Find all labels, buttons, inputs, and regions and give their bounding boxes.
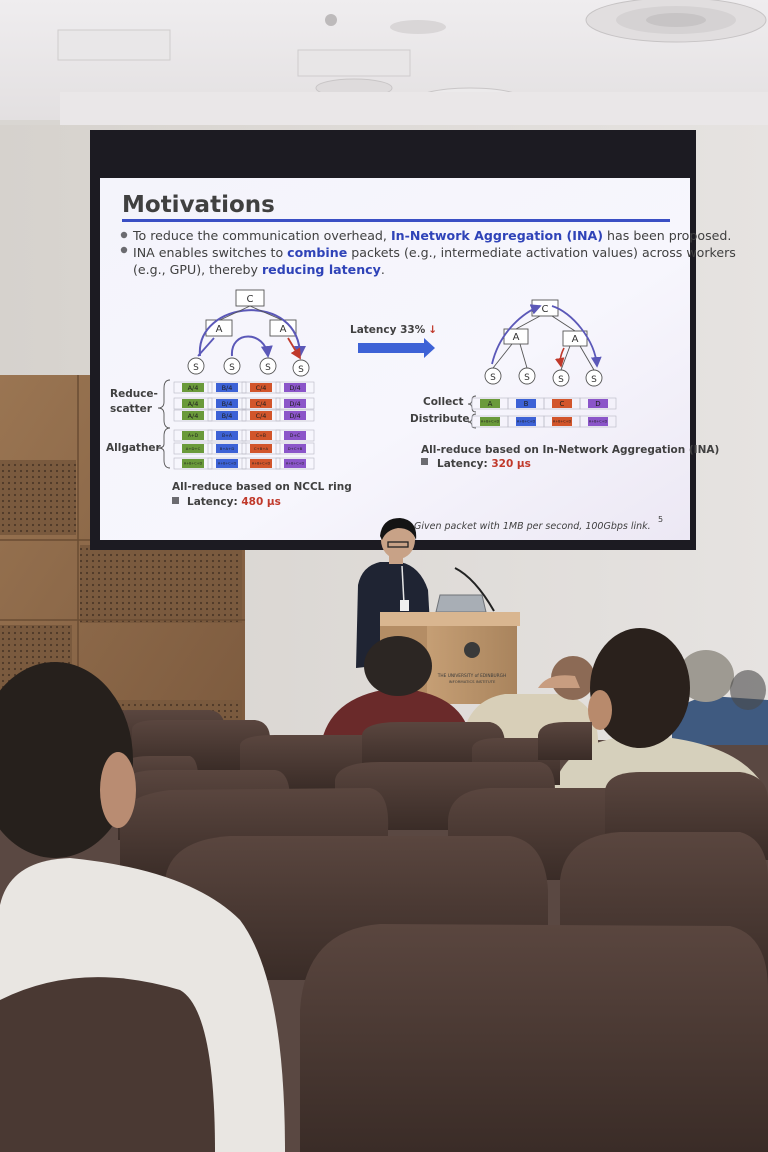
node-s-label: S: [265, 363, 271, 373]
slide-title: Motivations: [122, 192, 275, 218]
lectern-line1: THE UNIVERSITY of EDINBURGH: [437, 674, 507, 679]
node-c-label: C: [246, 294, 254, 305]
collect-label: C: [559, 399, 565, 408]
page-number: 5: [658, 515, 664, 524]
rs-row2-label: A/4: [187, 399, 199, 408]
node-s-label: S: [490, 373, 496, 383]
collect-label: A: [487, 399, 493, 408]
rs-row3-label: A/4: [187, 411, 199, 420]
rs-row3-label: D/4: [289, 411, 301, 420]
collect-label: B: [523, 399, 529, 408]
ag-row1-label: D+C: [289, 434, 301, 440]
distribute-label: A+B+C+D: [480, 419, 500, 424]
left-caption: All-reduce based on NCCL ring: [172, 481, 352, 493]
rs-row3-label: B/4: [221, 411, 233, 420]
rs-row3-label: C/4: [255, 411, 267, 420]
ag-row3-label: A+B+C+D: [251, 461, 271, 466]
rs-row1-label: A/4: [187, 383, 199, 392]
rs-row1-label: C/4: [255, 383, 267, 392]
node-a-label: A: [279, 324, 287, 335]
title-rule: [122, 219, 670, 222]
node-s-label: S: [558, 375, 564, 385]
ag-row1-label: A+D: [187, 434, 199, 440]
reduce-scatter-label-1: Reduce-: [110, 388, 158, 400]
ag-row3-label: A+B+C+D: [285, 461, 305, 466]
distribute-label: A+B+C+D: [516, 419, 536, 424]
bullet-1: To reduce the communication overhead, In-Network Aggregation (INA) has been proposed.: [133, 228, 732, 243]
node-c-label: C: [541, 304, 549, 315]
legend-square: [421, 458, 428, 465]
ag-row1-label: B+A: [222, 434, 232, 440]
ag-row2-label: B+A+D: [219, 445, 235, 451]
collect-label: Collect: [423, 396, 464, 408]
legend-square: [172, 497, 179, 504]
distribute-label: A+B+C+D: [552, 419, 572, 424]
ag-row2-label: D+C+B: [287, 445, 303, 451]
node-s-label: S: [298, 365, 304, 375]
reduce-scatter-label-2: scatter: [110, 403, 152, 415]
latency-arrow-label: Latency 33% ↓: [350, 324, 438, 336]
ag-row1-label: C+B: [256, 434, 266, 440]
rs-row2-label: C/4: [255, 399, 267, 408]
left-latency: Latency: 480 μs: [187, 496, 281, 508]
ag-row3-label: A+B+C+D: [217, 461, 237, 466]
ag-row3-label: A+B+C+D: [183, 461, 203, 466]
allgather-label: Allgather: [106, 442, 161, 454]
slide-footnote: Given packet with 1MB per second, 100Gbps link.: [414, 521, 651, 532]
distribute-label: A+B+C+D: [588, 419, 608, 424]
node-a-label: A: [512, 332, 520, 343]
rs-row2-label: B/4: [221, 399, 233, 408]
rs-row2-label: D/4: [289, 399, 301, 408]
university-crest: [464, 642, 480, 658]
ag-row2-label: A+D+C: [185, 445, 201, 451]
rs-row1-label: D/4: [289, 383, 301, 392]
collect-label: D: [595, 399, 601, 408]
right-latency: Latency: 320 μs: [437, 458, 531, 470]
node-a-label: A: [215, 324, 223, 335]
bullet-2: INA enables switches to combine packets (e.g., intermediate activation values) across workers: [133, 245, 736, 260]
distribute-label: Distribute: [410, 413, 470, 425]
node-s-label: S: [591, 375, 597, 385]
laptop: [436, 595, 486, 612]
right-caption: All-reduce based on In-Network Aggregation (INA): [421, 444, 720, 456]
rs-row1-label: B/4: [221, 383, 233, 392]
lectern-line2: INFORMATICS INSTITUTE: [448, 679, 496, 684]
bullet-3: (e.g., GPU), thereby reducing latency.: [133, 262, 385, 277]
bullet-dot: [121, 247, 127, 253]
node-s-label: S: [524, 373, 530, 383]
bullet-dot: [121, 232, 127, 238]
node-s-label: S: [229, 363, 235, 373]
node-a-label: A: [571, 334, 579, 345]
node-s-label: S: [193, 363, 199, 373]
ag-row2-label: C+B+A: [253, 445, 269, 451]
